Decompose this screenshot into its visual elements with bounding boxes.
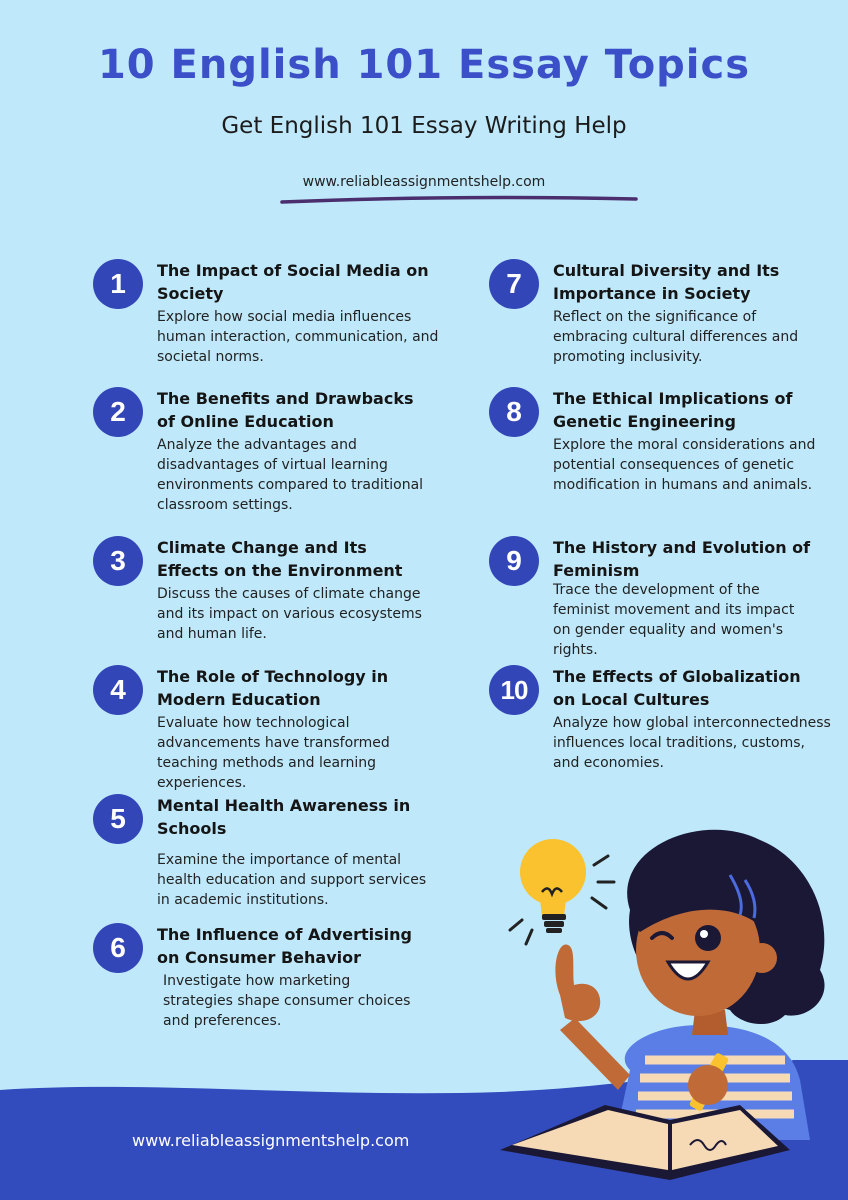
url-underline (270, 193, 640, 209)
topic-number-badge: 2 (93, 387, 143, 437)
topic-number-badge: 6 (93, 923, 143, 973)
topic-description: Analyze how global interconnectedness influences local traditions, customs, and economies. (553, 715, 831, 771)
topic-title: Mental Health Awareness in Schools (157, 796, 411, 838)
girl-with-idea-illustration (440, 820, 848, 1200)
topic-9 (506, 536, 813, 660)
topic-title: The Ethical Implications of Genetic Engineering (553, 389, 793, 431)
topic-title: Cultural Diversity and Its Importance in Society (553, 261, 780, 303)
topic-7 (506, 259, 833, 367)
topic-3 (110, 536, 427, 644)
topic-title: The Influence of Advertising on Consumer Behavior (157, 925, 412, 967)
page-subtitle: Get English 101 Essay Writing Help (221, 113, 627, 139)
topic-10 (500, 665, 833, 773)
topic-description: Explore how social media influences human interaction, communication, and societal norms. (157, 309, 439, 365)
topic-number-badge: 4 (93, 665, 143, 715)
topic-5 (110, 794, 427, 910)
topic-title: The Impact of Social Media on Society (157, 261, 429, 303)
topic-8 (506, 387, 823, 495)
topic-title: The Benefits and Drawbacks of Online Education (157, 389, 414, 431)
website-url-footer[interactable]: www.reliableassignmentshelp.com (132, 1131, 410, 1150)
topic-4 (110, 665, 417, 793)
topic-1 (110, 259, 457, 367)
topic-title: Climate Change and Its Effects on the Environment (157, 538, 403, 580)
topic-number-badge: 1 (93, 259, 143, 309)
topic-title: The Role of Technology in Modern Education (157, 667, 389, 709)
light-bulb-icon (510, 839, 614, 944)
topic-description: Evaluate how technological advancements have transformed teaching methods and learning experiences. (157, 715, 390, 791)
topic-description: Examine the importance of mental health education and support services in academic institutions. (157, 852, 427, 908)
topic-title: The History and Evolution of Feminism (553, 538, 811, 580)
topic-description: Explore the moral considerations and potential consequences of genetic modification in humans and animals. (553, 437, 816, 493)
topic-description: Investigate how marketing strategies shape consumer choices and preferences. (163, 973, 411, 1029)
topic-2 (110, 387, 427, 515)
topic-number-badge: 7 (489, 259, 539, 309)
topic-description: Trace the development of the feminist movement and its impact on gender equality and women's rights. (553, 582, 795, 658)
topic-6 (110, 923, 432, 1031)
topic-title: The Effects of Globalization on Local Cultures (553, 667, 801, 709)
topic-number-badge: 3 (93, 536, 143, 586)
topic-number-badge: 5 (93, 794, 143, 844)
website-url-top[interactable]: www.reliableassignmentshelp.com (302, 174, 546, 190)
topic-number-badge: 8 (489, 387, 539, 437)
topic-number-badge: 9 (489, 536, 539, 586)
topic-number-badge: 10 (489, 665, 539, 715)
topic-description: Analyze the advantages and disadvantages of virtual learning environments compared to traditional classroom settings. (157, 437, 424, 513)
topic-description: Reflect on the significance of embracing cultural differences and promoting inclusivity. (553, 309, 799, 365)
page-title: 10 English 101 Essay Topics (97, 42, 751, 88)
topic-description: Discuss the causes of climate change and its impact on various ecosystems and human life. (157, 586, 422, 642)
